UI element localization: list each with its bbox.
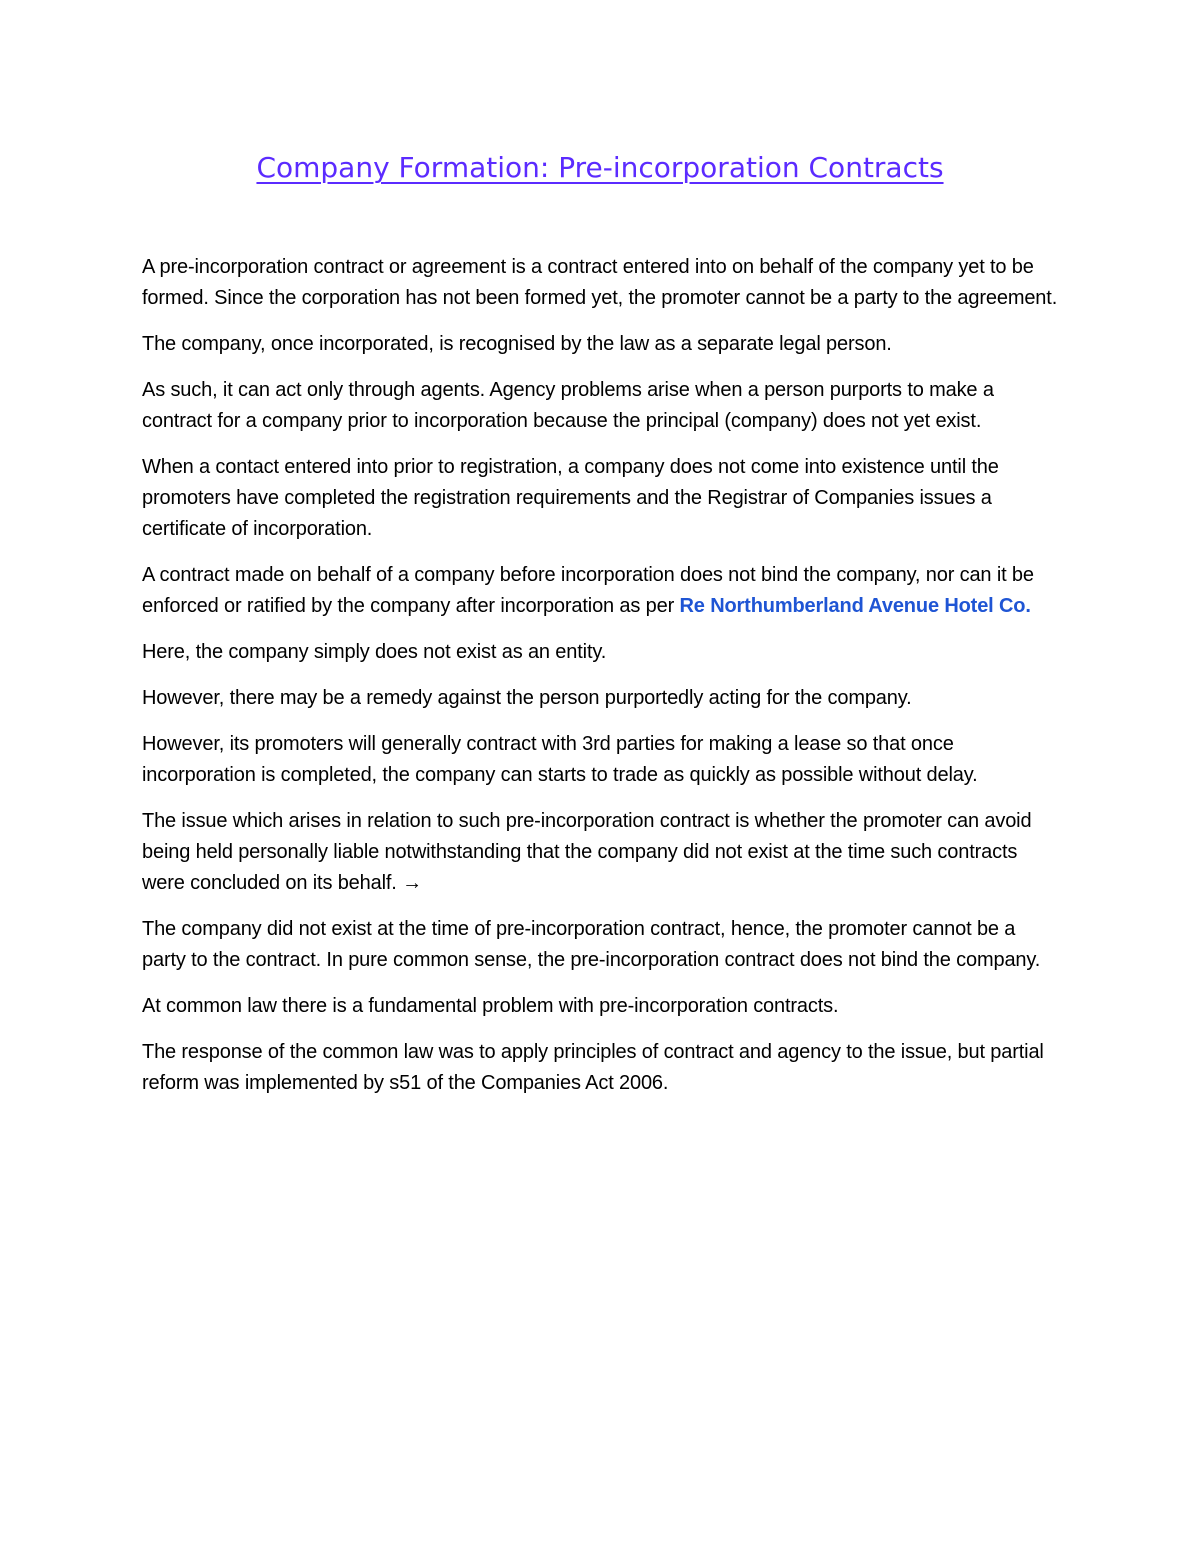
paragraph-agency-problems: As such, it can act only through agents. Agency problems arise when a person purports to make a contract for a company prior to incorporation because the principal (company) does not yet exist. bbox=[142, 379, 994, 432]
paragraph-remedy: However, there may be a remedy against the person purportedly acting for the company. bbox=[142, 687, 912, 709]
case-reference: Re Northumberland Avenue Hotel Co. bbox=[679, 595, 1031, 617]
paragraph-reform: The response of the common law was to apply principles of contract and agency to the issue, but partial reform was implemented by s51 of the Companies Act 2006. bbox=[142, 1041, 1044, 1094]
document-body bbox=[142, 252, 1062, 1114]
paragraph-common-law-problem: At common law there is a fundamental problem with pre-incorporation contracts. bbox=[142, 995, 839, 1017]
paragraph-no-entity: Here, the company simply does not exist as an entity. bbox=[142, 641, 607, 663]
paragraph-not-bind: The company did not exist at the time of pre-incorporation contract, hence, the promoter cannot be a party to the contract. In pure common sense, the pre-incorporation contract does not bind the company. bbox=[142, 918, 1041, 971]
paragraph-registration: When a contact entered into prior to registration, a company does not come into existence until the promoters have completed the registration requirements and the Registrar of Companies issues a certificate of incorporation. bbox=[142, 456, 999, 540]
paragraph-case-reference bbox=[142, 560, 1062, 622]
document-title: Company Formation: Pre-incorporation Contracts bbox=[256, 151, 944, 184]
paragraph-promoters: However, its promoters will generally contract with 3rd parties for making a lease so that once incorporation is completed, the company can starts to trade as quickly as possible without delay. bbox=[142, 733, 978, 786]
paragraph-case-text: A contract made on behalf of a company before incorporation does not bind the company, nor can it be enforced or ratified by the company after incorporation as per bbox=[142, 564, 1034, 617]
paragraph-issue-text: The issue which arises in relation to such pre-incorporation contract is whether the promoter can avoid being held personally liable notwithstanding that the company did not exist at the time such contracts were concluded on its behalf. bbox=[142, 810, 1032, 894]
paragraph-definition: A pre-incorporation contract or agreement is a contract entered into on behalf of the company yet to be formed. Since the corporation has not been formed yet, the promoter cannot be a party to the agreement. bbox=[142, 256, 1058, 309]
right-arrow-icon: → bbox=[402, 872, 422, 894]
paragraph-separate-person: The company, once incorporated, is recognised by the law as a separate legal person. bbox=[142, 333, 892, 355]
paragraph-issue bbox=[142, 806, 1062, 899]
